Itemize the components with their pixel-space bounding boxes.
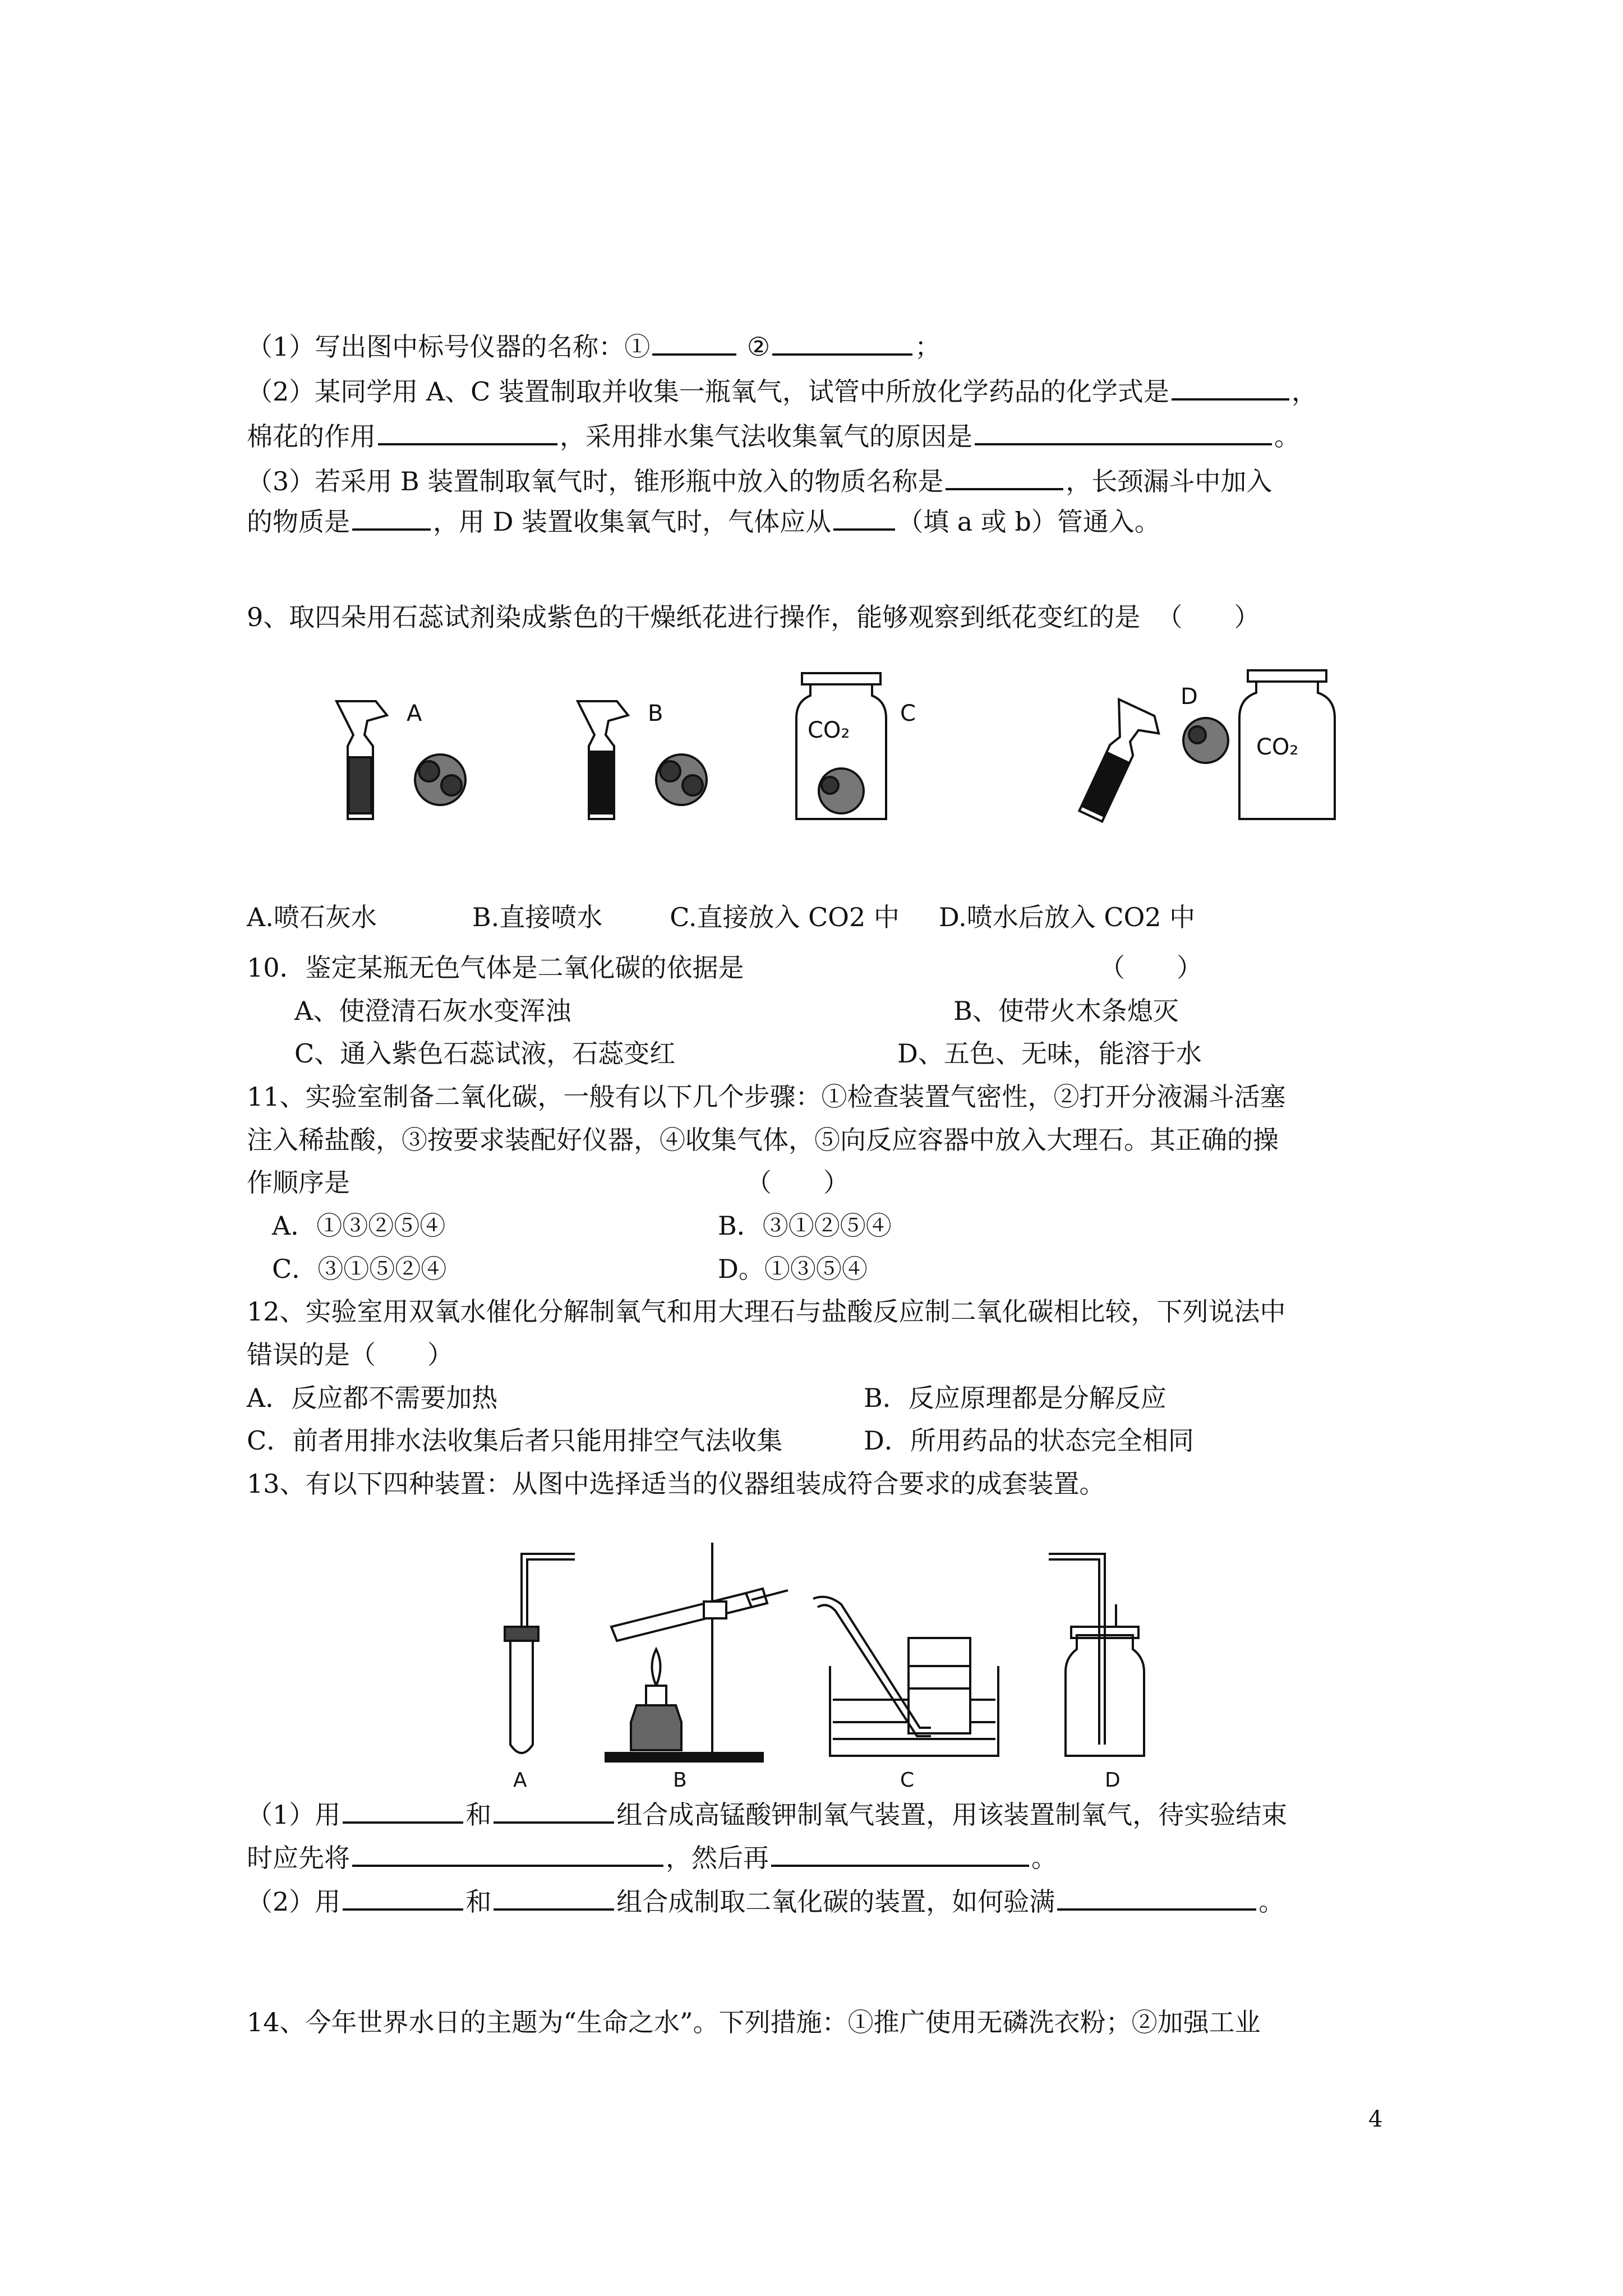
- q10-option-a[interactable]: A、使澄清石灰水变浑浊: [294, 996, 571, 1026]
- q10-option-b[interactable]: B、使带火木条熄灭: [953, 996, 1179, 1026]
- answer-blank[interactable]: [352, 1842, 663, 1867]
- spray-bottle-d: [1069, 700, 1164, 827]
- answer-blank[interactable]: [343, 1886, 463, 1911]
- q11-option-a[interactable]: A．①③②⑤④: [272, 1211, 446, 1241]
- answer-blank[interactable]: [494, 1886, 614, 1911]
- q12-option-a[interactable]: A．反应都不需要加热: [247, 1383, 498, 1413]
- label-d: D: [1105, 1769, 1121, 1792]
- q11-line3: 作顺序是: [247, 1167, 350, 1198]
- q13-stem: 13、有以下四种装置：从图中选择适当的仪器组装成符合要求的成套装置。: [247, 1469, 1105, 1499]
- answer-blank[interactable]: [772, 331, 912, 356]
- q9-option-b[interactable]: B.直接喷水: [472, 902, 603, 932]
- q12-line1: 12、实验室用双氧水催化分解制氧气和用大理石与盐酸反应制二氧化碳相比较，下列说法中: [247, 1296, 1286, 1327]
- q9-option-c[interactable]: C.直接放入 CO2 中: [670, 902, 900, 932]
- q8-part2-line1: （2）某同学用 A、C 装置制取并收集一瓶氧气，试管中所放化学药品的化学式是 ，: [247, 376, 1317, 407]
- q11-option-b[interactable]: B．③①②⑤④: [718, 1211, 892, 1241]
- label-a: A: [407, 701, 422, 726]
- answer-blank[interactable]: [946, 466, 1063, 490]
- answer-blank[interactable]: [652, 331, 736, 356]
- page-number: 4: [1368, 2106, 1383, 2132]
- co2-label-d: CO₂: [1256, 734, 1299, 760]
- heating-apparatus-b: [606, 1543, 788, 1761]
- answer-blank[interactable]: [352, 506, 431, 531]
- paper-flower-b: [656, 754, 707, 805]
- q9-options: [247, 900, 1195, 934]
- q11-line2: 注入稀盐酸，③按要求装配好仪器，④收集气体，⑤向反应容器中放入大理石。其正确的操: [247, 1125, 1279, 1155]
- q13-part1-line1: （1）用 和 组合成高锰酸钾制氧气装置，用该装置制氧气，待实验结束: [247, 1800, 1288, 1830]
- answer-blank[interactable]: [771, 1842, 1029, 1867]
- q11-option-d[interactable]: D。①③⑤④: [718, 1254, 868, 1284]
- answer-blank[interactable]: [1172, 376, 1289, 401]
- q10-option-c[interactable]: C、通入紫色石蕊试液，石蕊变红: [294, 1038, 676, 1069]
- q9-figure: [314, 662, 1380, 830]
- q10-paren[interactable]: （ ）: [1099, 953, 1202, 983]
- q13-part2: （2）用 和 组合成制取二氧化碳的装置，如何验满 。: [247, 1887, 1285, 1917]
- label-d: D: [1181, 684, 1198, 710]
- q11-option-c[interactable]: C．③①⑤②④: [272, 1254, 447, 1284]
- spray-bottle-b: [578, 701, 628, 819]
- q13-figure: [482, 1537, 1223, 1792]
- spray-bottle-a: [336, 701, 387, 819]
- answer-blank[interactable]: [833, 506, 895, 531]
- q8-part1: （1）写出图中标号仪器的名称：① ② ；: [247, 332, 941, 362]
- q10-stem: 10．鉴定某瓶无色气体是二氧化碳的依据是: [247, 953, 744, 983]
- q9-stem: 9、取四朵用石蕊试剂染成紫色的干燥纸花进行操作，能够观察到纸花变红的是 （ ）: [247, 602, 1260, 632]
- label-b: B: [673, 1769, 687, 1792]
- q11-line1: 11、实验室制备二氧化碳，一般有以下几个步骤：①检查装置气密性，②打开分液漏斗活塞: [247, 1082, 1286, 1112]
- q8-part3-line2: 的物质是 ，用 D 装置收集氧气时，气体应从 （填 a 或 b）管通入。: [247, 507, 1160, 537]
- q12-option-d[interactable]: D．所用药品的状态完全相同: [864, 1425, 1194, 1456]
- paper-flower-d: [1183, 718, 1228, 763]
- gas-bottle-d: [1049, 1554, 1144, 1756]
- q10-option-d[interactable]: D、五色、无味，能溶于水: [897, 1038, 1202, 1069]
- paper-flower-a: [415, 754, 465, 805]
- answer-blank[interactable]: [343, 1799, 463, 1824]
- label-b: B: [648, 701, 663, 726]
- paper-flower-c: [819, 769, 864, 813]
- q14-stem: 14、今年世界水日的主题为“生命之水”。下列措施：①推广使用无磷洗衣粉；②加强工业: [247, 2007, 1261, 2037]
- q11-paren[interactable]: （ ）: [746, 1167, 849, 1198]
- answer-blank[interactable]: [494, 1799, 614, 1824]
- q8-part3-line1: （3）若采用 B 装置制取氧气时，锥形瓶中放入的物质名称是 ，长颈漏斗中加入: [247, 466, 1272, 496]
- q9-option-d[interactable]: D.喷水后放入 CO2 中: [938, 902, 1196, 932]
- answer-blank[interactable]: [378, 421, 557, 445]
- q12-line2: 错误的是（ ）: [247, 1340, 453, 1370]
- answer-blank[interactable]: [975, 421, 1272, 445]
- water-collection-c: [813, 1597, 998, 1756]
- label-c: C: [900, 1769, 915, 1792]
- q13-part1-line2: 时应先将 ，然后再 。: [247, 1843, 1057, 1873]
- q12-option-c[interactable]: C．前者用排水法收集后者只能用排空气法收集: [247, 1425, 783, 1456]
- test-tube-apparatus-a: [505, 1554, 575, 1753]
- answer-blank[interactable]: [1057, 1886, 1256, 1911]
- label-a: A: [513, 1769, 527, 1792]
- q9-option-a[interactable]: A.喷石灰水: [247, 902, 377, 932]
- label-c: C: [900, 701, 916, 726]
- q12-option-b[interactable]: B．反应原理都是分解反应: [864, 1383, 1166, 1413]
- co2-label-c: CO₂: [808, 717, 850, 743]
- q8-part2-line2: 棉花的作用 ，采用排水集气法收集氧气的原因是 。: [247, 421, 1300, 452]
